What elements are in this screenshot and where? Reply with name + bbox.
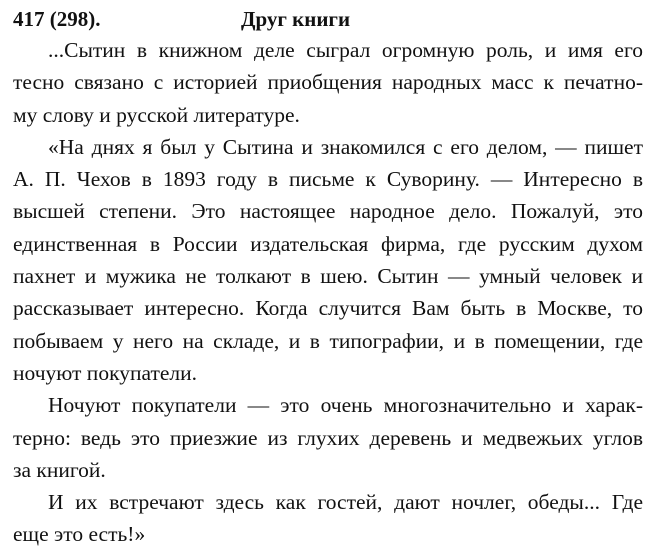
text-line: терно: ведь это приезжие из глухих деревень и медвежьих углов xyxy=(13,425,643,450)
exercise-header xyxy=(13,6,643,32)
text-line: тесно связано с историей приобщения народных масс к печатно- xyxy=(13,70,643,95)
text-line: И их встречают здесь как гостей, дают ночлег, обеды... Где xyxy=(48,490,643,515)
exercise-number: 417 (298). xyxy=(13,7,101,31)
text-line: высшей степени. Это настоящее народное дело. Пожалуй, это xyxy=(13,199,643,224)
text-line: за книгой. xyxy=(13,457,106,482)
text-line: еще это есть!» xyxy=(13,522,146,547)
text-line: «На днях я был у Сытина и знакомился с его делом, — пишет xyxy=(48,134,643,159)
text-line: пахнет и мужика не толкают в шею. Сытин — умный человек и xyxy=(13,264,643,289)
text-body xyxy=(13,34,643,551)
text-line: му слову и русской литературе. xyxy=(13,102,300,127)
exercise-title: Друг книги xyxy=(241,7,351,31)
text-line: Ночуют покупатели — это очень многозначительно и харак- xyxy=(48,393,643,418)
paragraph xyxy=(13,389,643,486)
text-line: ...Сытин в книжном деле сыграл огромную роль, и имя его xyxy=(48,38,643,62)
text-line: единственная в России издательская фирма, где русским духом xyxy=(13,231,643,256)
paragraph xyxy=(13,131,643,389)
text-line: рассказывает интересно. Когда случится Вам быть в Москве, то xyxy=(13,296,643,321)
text-line: побываем у него на складе, и в типографии, и в помещении, где xyxy=(13,328,643,353)
paragraph xyxy=(13,34,643,131)
text-line: А. П. Чехов в 1893 году в письме к Суворину. — Интересно в xyxy=(13,167,643,192)
paragraph xyxy=(13,486,643,551)
text-line: ночуют покупатели. xyxy=(13,360,197,385)
